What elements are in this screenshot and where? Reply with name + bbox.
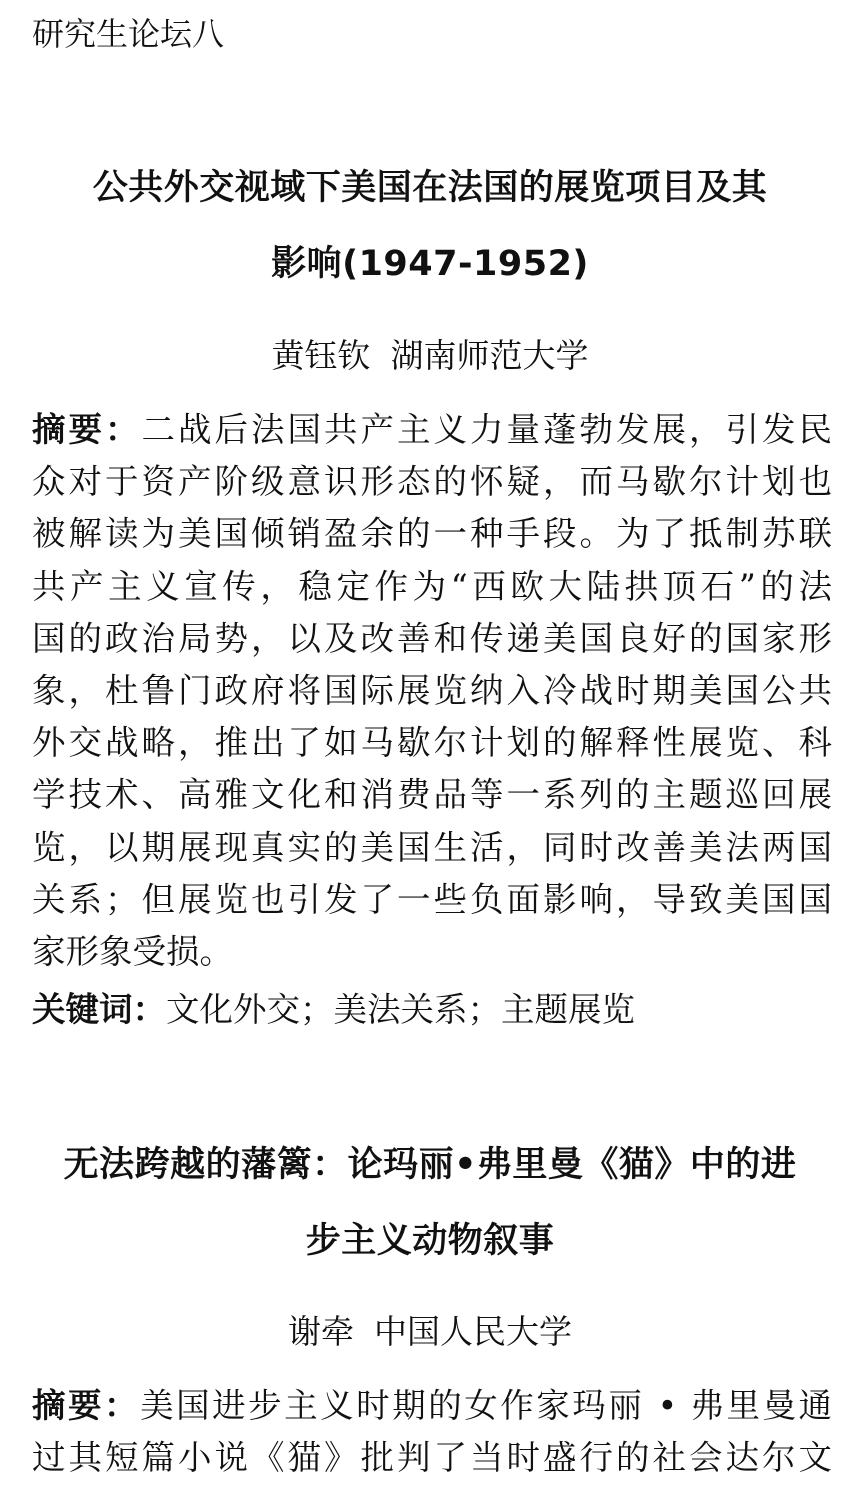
abstract-line: 被解读为美国倾销盈余的一种手段。为了抵制苏联 xyxy=(32,514,832,554)
article-title-line: 公共外交视域下美国在法国的展览项目及其 xyxy=(92,168,768,208)
abstract-label: 摘要： xyxy=(32,1386,141,1425)
abstract-line: 览，以期展现真实的美国生活，同时改善美法两国 xyxy=(32,827,832,867)
article-title-line: 影响(1947-1952) xyxy=(271,244,589,284)
article-title xyxy=(30,1127,830,1279)
section-header: 研究生论坛八 xyxy=(32,15,225,53)
abstract-line: 象，杜鲁门政府将国际展览纳入冷战时期美国公共 xyxy=(32,671,832,711)
author-affiliation: 湖南师范大学 xyxy=(390,336,589,375)
abstract-line: 家形象受损。 xyxy=(32,932,233,972)
keywords-text: 文化外交；美法关系；主题展览 xyxy=(166,990,635,1029)
abstract-line: 共产主义宣传，稳定作为“西欧大陆拱顶石”的法 xyxy=(32,566,832,606)
article-title xyxy=(30,150,830,302)
article-author xyxy=(30,334,830,378)
abstract-line: 美国进步主义时期的女作家玛丽 • 弗里曼通 xyxy=(140,1386,832,1425)
author-name: 黄钰钦 xyxy=(271,336,371,375)
abstract-line: 国的政治局势，以及改善和传递美国良好的国家形 xyxy=(32,618,832,658)
article-author xyxy=(30,1310,830,1354)
article-keywords xyxy=(32,984,832,1036)
abstract-line: 学技术、高雅文化和消费品等一系列的主题巡回展 xyxy=(32,775,832,815)
abstract-line: 关系；但展览也引发了一些负面影响，导致美国国 xyxy=(32,879,832,919)
abstract-line: 过其短篇小说《猫》批判了当时盛行的社会达尔文 xyxy=(32,1438,832,1478)
article-abstract xyxy=(32,404,832,978)
abstract-label: 摘要： xyxy=(32,410,142,449)
abstract-line: 外交战略，推出了如马歇尔计划的解释性展览、科 xyxy=(32,723,832,763)
article-title-line: 步主义动物叙事 xyxy=(305,1221,555,1261)
keywords-label: 关键词： xyxy=(32,990,166,1029)
author-name: 谢牵 xyxy=(288,1312,354,1351)
article-abstract xyxy=(32,1380,832,1484)
author-affiliation: 中国人民大学 xyxy=(374,1312,572,1351)
abstract-line: 二战后法国共产主义力量蓬勃发展，引发民 xyxy=(141,410,832,449)
abstract-line: 众对于资产阶级意识形态的怀疑，而马歇尔计划也 xyxy=(32,462,832,502)
article-title-line: 无法跨越的藩篱：论玛丽•弗里曼《猫》中的进 xyxy=(63,1145,797,1185)
